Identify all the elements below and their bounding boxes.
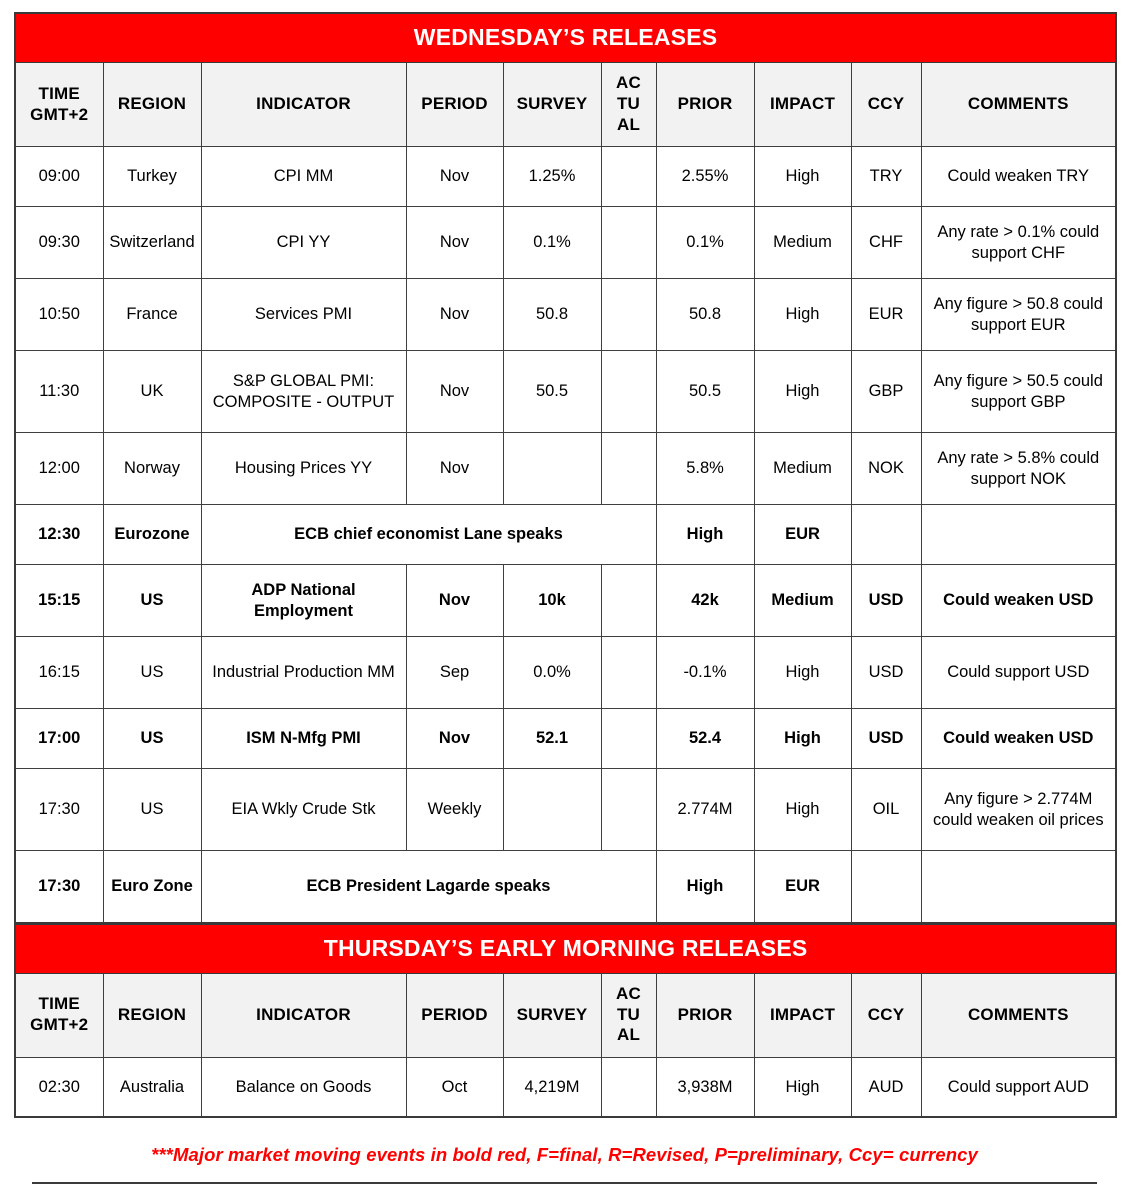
cell-indicator: CPI YY	[201, 207, 406, 279]
cell-actual	[601, 147, 656, 207]
wednesday-banner-title: WEDNESDAY’S RELEASES	[15, 13, 1116, 63]
cell-period: Nov	[406, 565, 503, 637]
cell-ccy: USD	[851, 565, 921, 637]
cell-time: 10:50	[15, 279, 103, 351]
cell-ccy: GBP	[851, 351, 921, 433]
table-row	[15, 505, 1116, 565]
cell-ccy: NOK	[851, 433, 921, 505]
thursday-releases-table	[14, 924, 1117, 1119]
table-row	[15, 279, 1116, 351]
column-header-indicator: INDICATOR	[201, 63, 406, 147]
cell-actual	[601, 433, 656, 505]
cell-survey: 4,219M	[503, 1057, 601, 1117]
cell-time: 17:30	[15, 769, 103, 851]
table-row	[15, 1057, 1116, 1117]
cell-time: 16:15	[15, 637, 103, 709]
column-header-actual-line1: AC	[616, 73, 641, 93]
cell-time: 12:00	[15, 433, 103, 505]
cell-period: Weekly	[406, 769, 503, 851]
cell-comments: Could support USD	[921, 637, 1116, 709]
cell-period: Oct	[406, 1057, 503, 1117]
thursday-banner-row	[15, 924, 1116, 973]
table-row	[15, 433, 1116, 505]
column-header-comments: COMMENTS	[921, 973, 1116, 1057]
cell-impact: Medium	[754, 565, 851, 637]
cell-time: 15:15	[15, 565, 103, 637]
cell-ccy: USD	[851, 637, 921, 709]
cell-comments: Any figure > 50.8 could support EUR	[921, 279, 1116, 351]
cell-indicator: EIA Wkly Crude Stk	[201, 769, 406, 851]
legend-footnote: ***Major market moving events in bold red, F=final, R=Revised, P=preliminary, Ccy= currency	[151, 1144, 978, 1166]
cell-ccy: AUD	[851, 1057, 921, 1117]
cell-survey	[503, 433, 601, 505]
cell-indicator: Services PMI	[201, 279, 406, 351]
column-header-time-line1: TIME	[38, 994, 80, 1014]
cell-time: 17:00	[15, 709, 103, 769]
cell-region: Norway	[103, 433, 201, 505]
thursday-table-body	[15, 924, 1116, 1117]
cell-comments: Any rate > 5.8% could support NOK	[921, 433, 1116, 505]
thursday-header-row	[15, 973, 1116, 1057]
cell-time: 09:30	[15, 207, 103, 279]
cell-prior: 50.5	[656, 351, 754, 433]
cell-time: 02:30	[15, 1057, 103, 1117]
cell-actual	[601, 637, 656, 709]
column-header-survey: SURVEY	[503, 63, 601, 147]
cell-comments: Any figure > 2.774M could weaken oil prices	[921, 769, 1116, 851]
cell-actual	[601, 709, 656, 769]
table-row	[15, 147, 1116, 207]
cell-impact: Medium	[754, 433, 851, 505]
column-header-ccy: CCY	[851, 973, 921, 1057]
cell-region: Eurozone	[103, 505, 201, 565]
cell-region: Switzerland	[103, 207, 201, 279]
column-header-time-line2: GMT+2	[30, 1015, 89, 1035]
cell-survey: 1.25%	[503, 147, 601, 207]
cell-prior: 2.55%	[656, 147, 754, 207]
column-header-indicator: INDICATOR	[201, 973, 406, 1057]
column-header-actual-line2: TU	[616, 1004, 641, 1024]
column-header-time-line1: TIME	[38, 83, 80, 103]
cell-region: US	[103, 769, 201, 851]
cell-comments: Could weaken TRY	[921, 147, 1116, 207]
cell-survey: 0.1%	[503, 207, 601, 279]
cell-prior: 2.774M	[656, 769, 754, 851]
cell-prior: 52.4	[656, 709, 754, 769]
column-header-time	[15, 63, 103, 147]
table-row	[15, 207, 1116, 279]
column-header-period: PERIOD	[406, 63, 503, 147]
column-header-prior: PRIOR	[656, 63, 754, 147]
cell-survey: 52.1	[503, 709, 601, 769]
cell-impact: High	[754, 709, 851, 769]
column-header-actual-line3: AL	[616, 1025, 641, 1045]
cell-indicator: Industrial Production MM	[201, 637, 406, 709]
cell-impact: High	[656, 851, 754, 923]
table-row	[15, 851, 1116, 923]
cell-region: UK	[103, 351, 201, 433]
cell-impact: High	[754, 147, 851, 207]
cell-time: 17:30	[15, 851, 103, 923]
cell-impact: High	[754, 769, 851, 851]
cell-impact: High	[754, 637, 851, 709]
cell-comments: Could weaken USD	[921, 565, 1116, 637]
column-header-ccy: CCY	[851, 63, 921, 147]
column-header-period: PERIOD	[406, 973, 503, 1057]
cell-actual	[601, 565, 656, 637]
cell-period: Nov	[406, 147, 503, 207]
cell-survey: 0.0%	[503, 637, 601, 709]
cell-survey: 50.8	[503, 279, 601, 351]
column-header-impact: IMPACT	[754, 973, 851, 1057]
cell-period: Nov	[406, 709, 503, 769]
cell-period: Nov	[406, 279, 503, 351]
cell-impact: Medium	[754, 207, 851, 279]
cell-comments	[851, 505, 921, 565]
cell-comments	[851, 851, 921, 923]
column-header-survey: SURVEY	[503, 973, 601, 1057]
cell-region: US	[103, 637, 201, 709]
cell-actual	[601, 1057, 656, 1117]
cell-impact: High	[754, 279, 851, 351]
cell-actual	[601, 279, 656, 351]
cell-indicator: Housing Prices YY	[201, 433, 406, 505]
column-header-prior: PRIOR	[656, 973, 754, 1057]
column-header-comments: COMMENTS	[921, 63, 1116, 147]
cell-comments: Any figure > 50.5 could support GBP	[921, 351, 1116, 433]
cell-period: Sep	[406, 637, 503, 709]
cell-comments: Any rate > 0.1% could support CHF	[921, 207, 1116, 279]
cell-survey: 10k	[503, 565, 601, 637]
cell-ccy: OIL	[851, 769, 921, 851]
cell-prior: 0.1%	[656, 207, 754, 279]
column-header-time-line2: GMT+2	[30, 104, 89, 124]
cell-region: US	[103, 565, 201, 637]
cell-event-speech: ECB President Lagarde speaks	[201, 851, 656, 923]
column-header-time	[15, 973, 103, 1057]
cell-prior: 3,938M	[656, 1057, 754, 1117]
cell-survey	[503, 769, 601, 851]
cell-impact: High	[754, 351, 851, 433]
cell-region: France	[103, 279, 201, 351]
cell-indicator: ADP National Employment	[201, 565, 406, 637]
cell-ccy: USD	[851, 709, 921, 769]
cell-ccy: EUR	[851, 279, 921, 351]
table-row	[15, 351, 1116, 433]
cell-ccy: EUR	[754, 851, 851, 923]
table-row	[15, 565, 1116, 637]
column-header-region: REGION	[103, 973, 201, 1057]
column-header-actual-line1: AC	[616, 983, 641, 1003]
wednesday-table-body	[15, 13, 1116, 923]
cell-actual	[601, 769, 656, 851]
cell-period: Nov	[406, 207, 503, 279]
wednesday-releases-table	[14, 12, 1117, 924]
cell-ccy: CHF	[851, 207, 921, 279]
cell-time: 12:30	[15, 505, 103, 565]
cell-period: Nov	[406, 351, 503, 433]
column-header-actual	[601, 63, 656, 147]
cell-prior: 5.8%	[656, 433, 754, 505]
table-row	[15, 637, 1116, 709]
cell-prior: -0.1%	[656, 637, 754, 709]
cell-impact: High	[754, 1057, 851, 1117]
cell-indicator: Balance on Goods	[201, 1057, 406, 1117]
cell-period: Nov	[406, 433, 503, 505]
cell-ccy: EUR	[754, 505, 851, 565]
cell-indicator: CPI MM	[201, 147, 406, 207]
cell-comments: Could support AUD	[921, 1057, 1116, 1117]
thursday-banner-title: THURSDAY’S EARLY MORNING RELEASES	[15, 924, 1116, 973]
cell-time: 09:00	[15, 147, 103, 207]
cell-region: US	[103, 709, 201, 769]
cell-region: Euro Zone	[103, 851, 201, 923]
wednesday-header-row	[15, 63, 1116, 147]
table-row	[15, 709, 1116, 769]
column-header-actual-line3: AL	[616, 114, 641, 134]
cell-prior: 50.8	[656, 279, 754, 351]
cell-survey: 50.5	[503, 351, 601, 433]
cell-region: Australia	[103, 1057, 201, 1117]
cell-event-speech: ECB chief economist Lane speaks	[201, 505, 656, 565]
cell-impact: High	[656, 505, 754, 565]
cell-prior: 42k	[656, 565, 754, 637]
cell-region: Turkey	[103, 147, 201, 207]
column-header-impact: IMPACT	[754, 63, 851, 147]
cell-actual	[601, 207, 656, 279]
cell-indicator: ISM N-Mfg PMI	[201, 709, 406, 769]
table-row	[15, 769, 1116, 851]
column-header-actual	[601, 973, 656, 1057]
cell-indicator: S&P GLOBAL PMI: COMPOSITE - OUTPUT	[201, 351, 406, 433]
column-header-region: REGION	[103, 63, 201, 147]
cell-comments: Could weaken USD	[921, 709, 1116, 769]
cell-time: 11:30	[15, 351, 103, 433]
cell-actual	[601, 351, 656, 433]
wednesday-banner-row	[15, 13, 1116, 63]
column-header-actual-line2: TU	[616, 94, 641, 114]
cell-ccy: TRY	[851, 147, 921, 207]
